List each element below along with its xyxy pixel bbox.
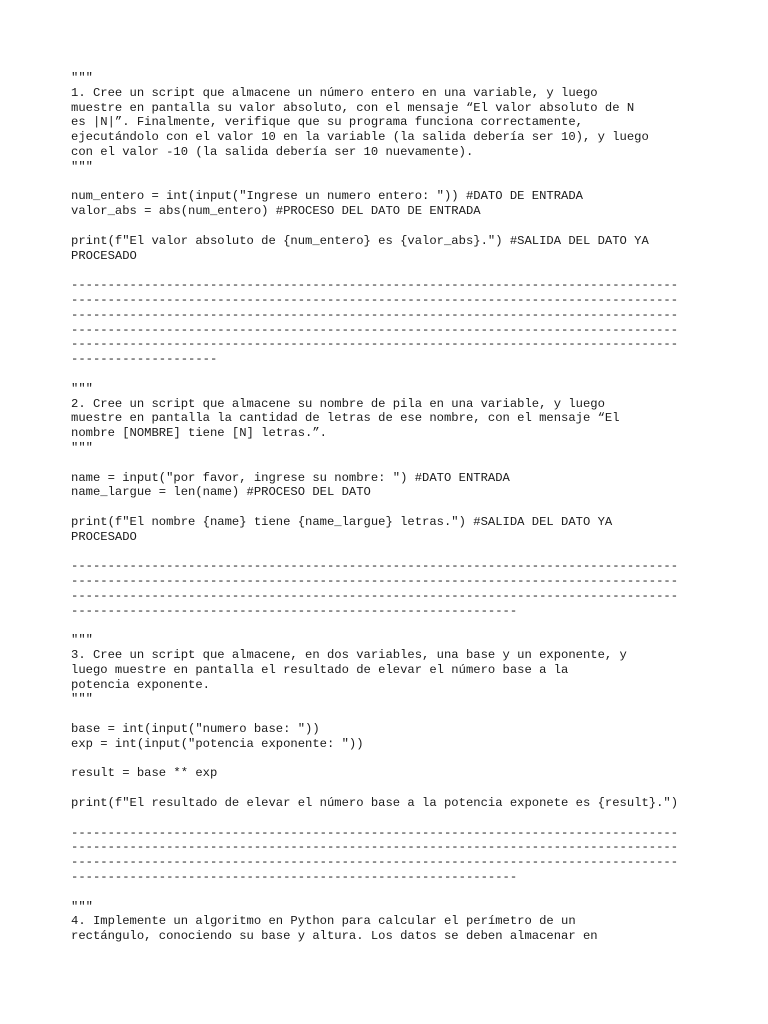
separator-line: ----------------------------------------------------------------------------------- [71,278,679,293]
separator-line: ----------------------------------------------------------------------------------- [71,825,679,840]
separator-line: ----------------------------------------------------------------------------------- [71,559,679,574]
exercise-statement-line: muestre en pantalla su valor absoluto, con el mensaje “El valor absoluto de N [71,100,635,115]
separator-line: ----------------------------------------------------------------------------------- [71,337,679,352]
code-line: result = base ** exp [71,766,218,781]
exercise-statement-line: 3. Cree un script que almacene, en dos variables, una base y un exponente, y [71,648,627,663]
code-line: valor_abs = abs(num_entero) #PROCESO DEL DATO DE ENTRADA [71,204,481,219]
blank-line [71,545,711,560]
exercise-statement-line: 4. Implemente un algoritmo en Python para calcular el perímetro de un [71,914,576,929]
exercise-statement-line: nombre [NOMBRE] tiene [N] letras.”. [71,426,327,441]
blank-line [71,219,711,234]
docstring-delimiter: """ [71,440,93,455]
code-line: PROCESADO [71,248,137,263]
blank-line [71,811,711,826]
separator-line: ----------------------------------------------------------------------------------- [71,840,679,855]
separator-line: ----------------------------------------------------------------------------------- [71,574,679,589]
separator-line: -------------------- [71,352,218,367]
exercise-statement-line: ejecutándolo con el valor 10 en la variable (la salida debería ser 10), y luego [71,130,649,145]
separator-line: ----------------------------------------------------------------------------------- [71,322,679,337]
exercise-statement-line: 2. Cree un script que almacene su nombre de pila en una variable, y luego [71,396,605,411]
blank-line [71,263,711,278]
separator-line: ------------------------------------------------------------- [71,870,518,885]
blank-line [71,367,711,382]
separator-line: ----------------------------------------------------------------------------------- [71,292,679,307]
code-line: name_largue = len(name) #PROCESO DEL DATO [71,485,371,500]
exercise-statement-line: 1. Cree un script que almacene un número entero en una variable, y luego [71,85,598,100]
blank-line [71,618,711,633]
docstring-delimiter: """ [71,71,93,85]
docstring-delimiter: """ [71,633,93,648]
docstring-delimiter: """ [71,899,93,914]
code-line: exp = int(input("potencia exponente: ")) [71,736,364,751]
docstring-delimiter: """ [71,692,93,707]
blank-line [71,885,711,900]
docstring-delimiter: """ [71,381,93,396]
separator-line: ----------------------------------------------------------------------------------- [71,588,679,603]
blank-line [71,500,711,515]
blank-line [71,752,711,767]
exercise-statement-line: potencia exponente. [71,677,210,692]
separator-line: ------------------------------------------------------------- [71,603,518,618]
code-line: base = int(input("numero base: ")) [71,722,320,737]
separator-line: ----------------------------------------------------------------------------------- [71,855,679,870]
code-line: print(f"El resultado de elevar el número base a la potencia exponete es {result}.") [71,796,679,811]
code-line: num_entero = int(input("Ingrese un numero entero: ")) #DATO DE ENTRADA [71,189,583,204]
code-line: PROCESADO [71,529,137,544]
blank-line [71,175,711,190]
docstring-delimiter: """ [71,159,93,174]
exercise-statement-line: luego muestre en pantalla el resultado de elevar el número base a la [71,662,569,677]
blank-line [71,456,711,471]
exercise-statement-line: rectángulo, conociendo su base y altura. Los datos se deben almacenar en [71,929,598,944]
code-line: name = input("por favor, ingrese su nombre: ") #DATO ENTRADA [71,470,510,485]
document-page [71,71,711,944]
separator-line: ----------------------------------------------------------------------------------- [71,307,679,322]
code-line: print(f"El nombre {name} tiene {name_largue} letras.") #SALIDA DEL DATO YA [71,514,613,529]
blank-line [71,707,711,722]
code-line: print(f"El valor absoluto de {num_entero} es {valor_abs}.") #SALIDA DEL DATO YA [71,233,649,248]
exercise-statement-line: es |N|”. Finalmente, verifique que su programa funciona correctamente, [71,115,583,130]
exercise-statement-line: muestre en pantalla la cantidad de letras de ese nombre, con el mensaje “El [71,411,620,426]
exercise-statement-line: con el valor -10 (la salida debería ser 10 nuevamente). [71,144,474,159]
blank-line [71,781,711,796]
